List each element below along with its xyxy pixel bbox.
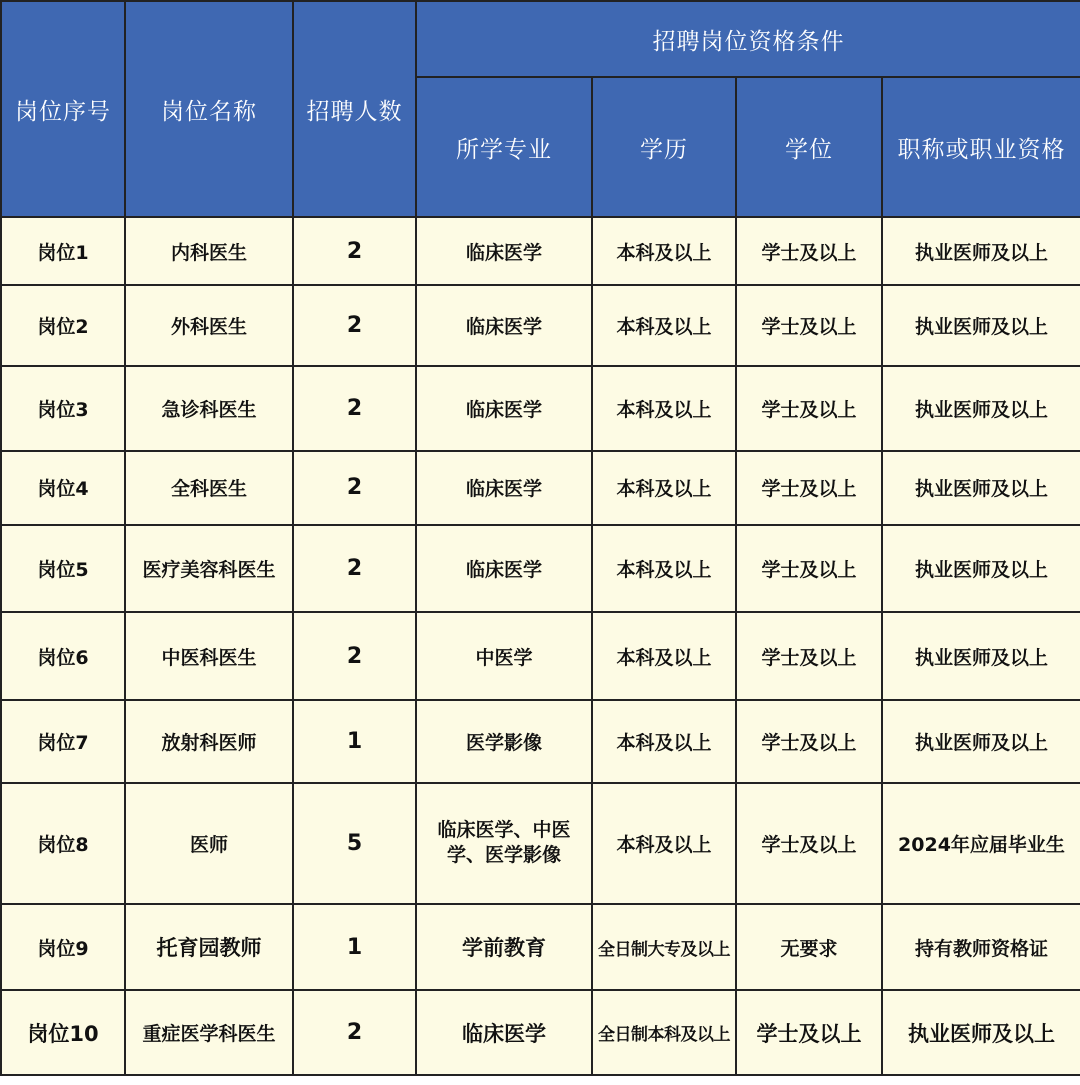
cell-seq: 岗位7 bbox=[1, 700, 125, 783]
cell-degree: 学士及以上 bbox=[736, 612, 882, 701]
cell-count: 1 bbox=[293, 700, 416, 783]
cell-major: 临床医学 bbox=[416, 525, 592, 612]
cell-education: 全日制大专及以上 bbox=[592, 904, 736, 991]
header-degree: 学位 bbox=[736, 77, 882, 217]
cell-seq: 岗位4 bbox=[1, 451, 125, 526]
table-row bbox=[1, 700, 1080, 783]
header-count: 招聘人数 bbox=[293, 1, 416, 217]
cell-degree: 学士及以上 bbox=[736, 366, 882, 451]
cell-education: 本科及以上 bbox=[592, 451, 736, 526]
cell-degree: 学士及以上 bbox=[736, 990, 882, 1075]
cell-major: 临床医学 bbox=[416, 285, 592, 366]
cell-seq: 岗位2 bbox=[1, 285, 125, 366]
cell-qualification: 执业医师及以上 bbox=[882, 285, 1080, 366]
cell-degree: 学士及以上 bbox=[736, 285, 882, 366]
cell-degree: 学士及以上 bbox=[736, 700, 882, 783]
cell-seq: 岗位8 bbox=[1, 783, 125, 904]
cell-major: 医学影像 bbox=[416, 700, 592, 783]
cell-name: 外科医生 bbox=[125, 285, 293, 366]
cell-name: 急诊科医生 bbox=[125, 366, 293, 451]
cell-qualification: 执业医师及以上 bbox=[882, 612, 1080, 701]
cell-name: 医师 bbox=[125, 783, 293, 904]
header-qualification: 职称或职业资格 bbox=[882, 77, 1080, 217]
cell-major: 中医学 bbox=[416, 612, 592, 701]
cell-major: 临床医学 bbox=[416, 990, 592, 1075]
cell-count: 2 bbox=[293, 525, 416, 612]
cell-qualification: 执业医师及以上 bbox=[882, 525, 1080, 612]
header-education: 学历 bbox=[592, 77, 736, 217]
cell-seq: 岗位6 bbox=[1, 612, 125, 701]
cell-education: 本科及以上 bbox=[592, 783, 736, 904]
cell-count: 5 bbox=[293, 783, 416, 904]
cell-qualification: 执业医师及以上 bbox=[882, 700, 1080, 783]
cell-name: 重症医学科医生 bbox=[125, 990, 293, 1075]
cell-count: 2 bbox=[293, 285, 416, 366]
cell-education: 本科及以上 bbox=[592, 612, 736, 701]
cell-major: 临床医学 bbox=[416, 217, 592, 285]
cell-major bbox=[416, 783, 592, 904]
cell-major-line: 临床医学、中医 bbox=[437, 818, 571, 841]
cell-major: 临床医学 bbox=[416, 366, 592, 451]
cell-degree: 学士及以上 bbox=[736, 217, 882, 285]
cell-degree: 学士及以上 bbox=[736, 451, 882, 526]
table-row bbox=[1, 285, 1080, 366]
cell-seq: 岗位9 bbox=[1, 904, 125, 991]
cell-name: 全科医生 bbox=[125, 451, 293, 526]
header-seq: 岗位序号 bbox=[1, 1, 125, 217]
cell-count: 2 bbox=[293, 612, 416, 701]
cell-major: 临床医学 bbox=[416, 451, 592, 526]
cell-education: 本科及以上 bbox=[592, 700, 736, 783]
cell-degree: 学士及以上 bbox=[736, 783, 882, 904]
cell-qualification: 持有教师资格证 bbox=[882, 904, 1080, 991]
table-row bbox=[1, 990, 1080, 1075]
header-group: 招聘岗位资格条件 bbox=[416, 1, 1080, 77]
table-row bbox=[1, 217, 1080, 285]
table-row bbox=[1, 904, 1080, 991]
cell-count: 1 bbox=[293, 904, 416, 991]
cell-seq: 岗位1 bbox=[1, 217, 125, 285]
table-row bbox=[1, 366, 1080, 451]
cell-major: 学前教育 bbox=[416, 904, 592, 991]
cell-qualification: 执业医师及以上 bbox=[882, 990, 1080, 1075]
cell-seq: 岗位3 bbox=[1, 366, 125, 451]
cell-qualification: 执业医师及以上 bbox=[882, 217, 1080, 285]
cell-name: 放射科医师 bbox=[125, 700, 293, 783]
cell-education: 全日制本科及以上 bbox=[592, 990, 736, 1075]
cell-name: 医疗美容科医生 bbox=[125, 525, 293, 612]
cell-qualification: 执业医师及以上 bbox=[882, 366, 1080, 451]
cell-education: 本科及以上 bbox=[592, 525, 736, 612]
header-major: 所学专业 bbox=[416, 77, 592, 217]
cell-count: 2 bbox=[293, 366, 416, 451]
table-row bbox=[1, 783, 1080, 904]
cell-name: 中医科医生 bbox=[125, 612, 293, 701]
cell-degree: 无要求 bbox=[736, 904, 882, 991]
table-row bbox=[1, 451, 1080, 526]
cell-seq: 岗位5 bbox=[1, 525, 125, 612]
cell-education: 本科及以上 bbox=[592, 366, 736, 451]
cell-count: 2 bbox=[293, 217, 416, 285]
cell-degree: 学士及以上 bbox=[736, 525, 882, 612]
cell-name: 托育园教师 bbox=[125, 904, 293, 991]
cell-major-line: 学、医学影像 bbox=[446, 844, 561, 867]
cell-qualification: 2024年应届毕业生 bbox=[882, 783, 1080, 904]
cell-seq: 岗位10 bbox=[1, 990, 125, 1075]
header-name: 岗位名称 bbox=[125, 1, 293, 217]
table-row bbox=[1, 525, 1080, 612]
cell-count: 2 bbox=[293, 990, 416, 1075]
cell-qualification: 执业医师及以上 bbox=[882, 451, 1080, 526]
cell-education: 本科及以上 bbox=[592, 285, 736, 366]
header-row-top bbox=[1, 1, 1080, 77]
cell-name: 内科医生 bbox=[125, 217, 293, 285]
cell-count: 2 bbox=[293, 451, 416, 526]
table-row bbox=[1, 612, 1080, 701]
cell-education: 本科及以上 bbox=[592, 217, 736, 285]
